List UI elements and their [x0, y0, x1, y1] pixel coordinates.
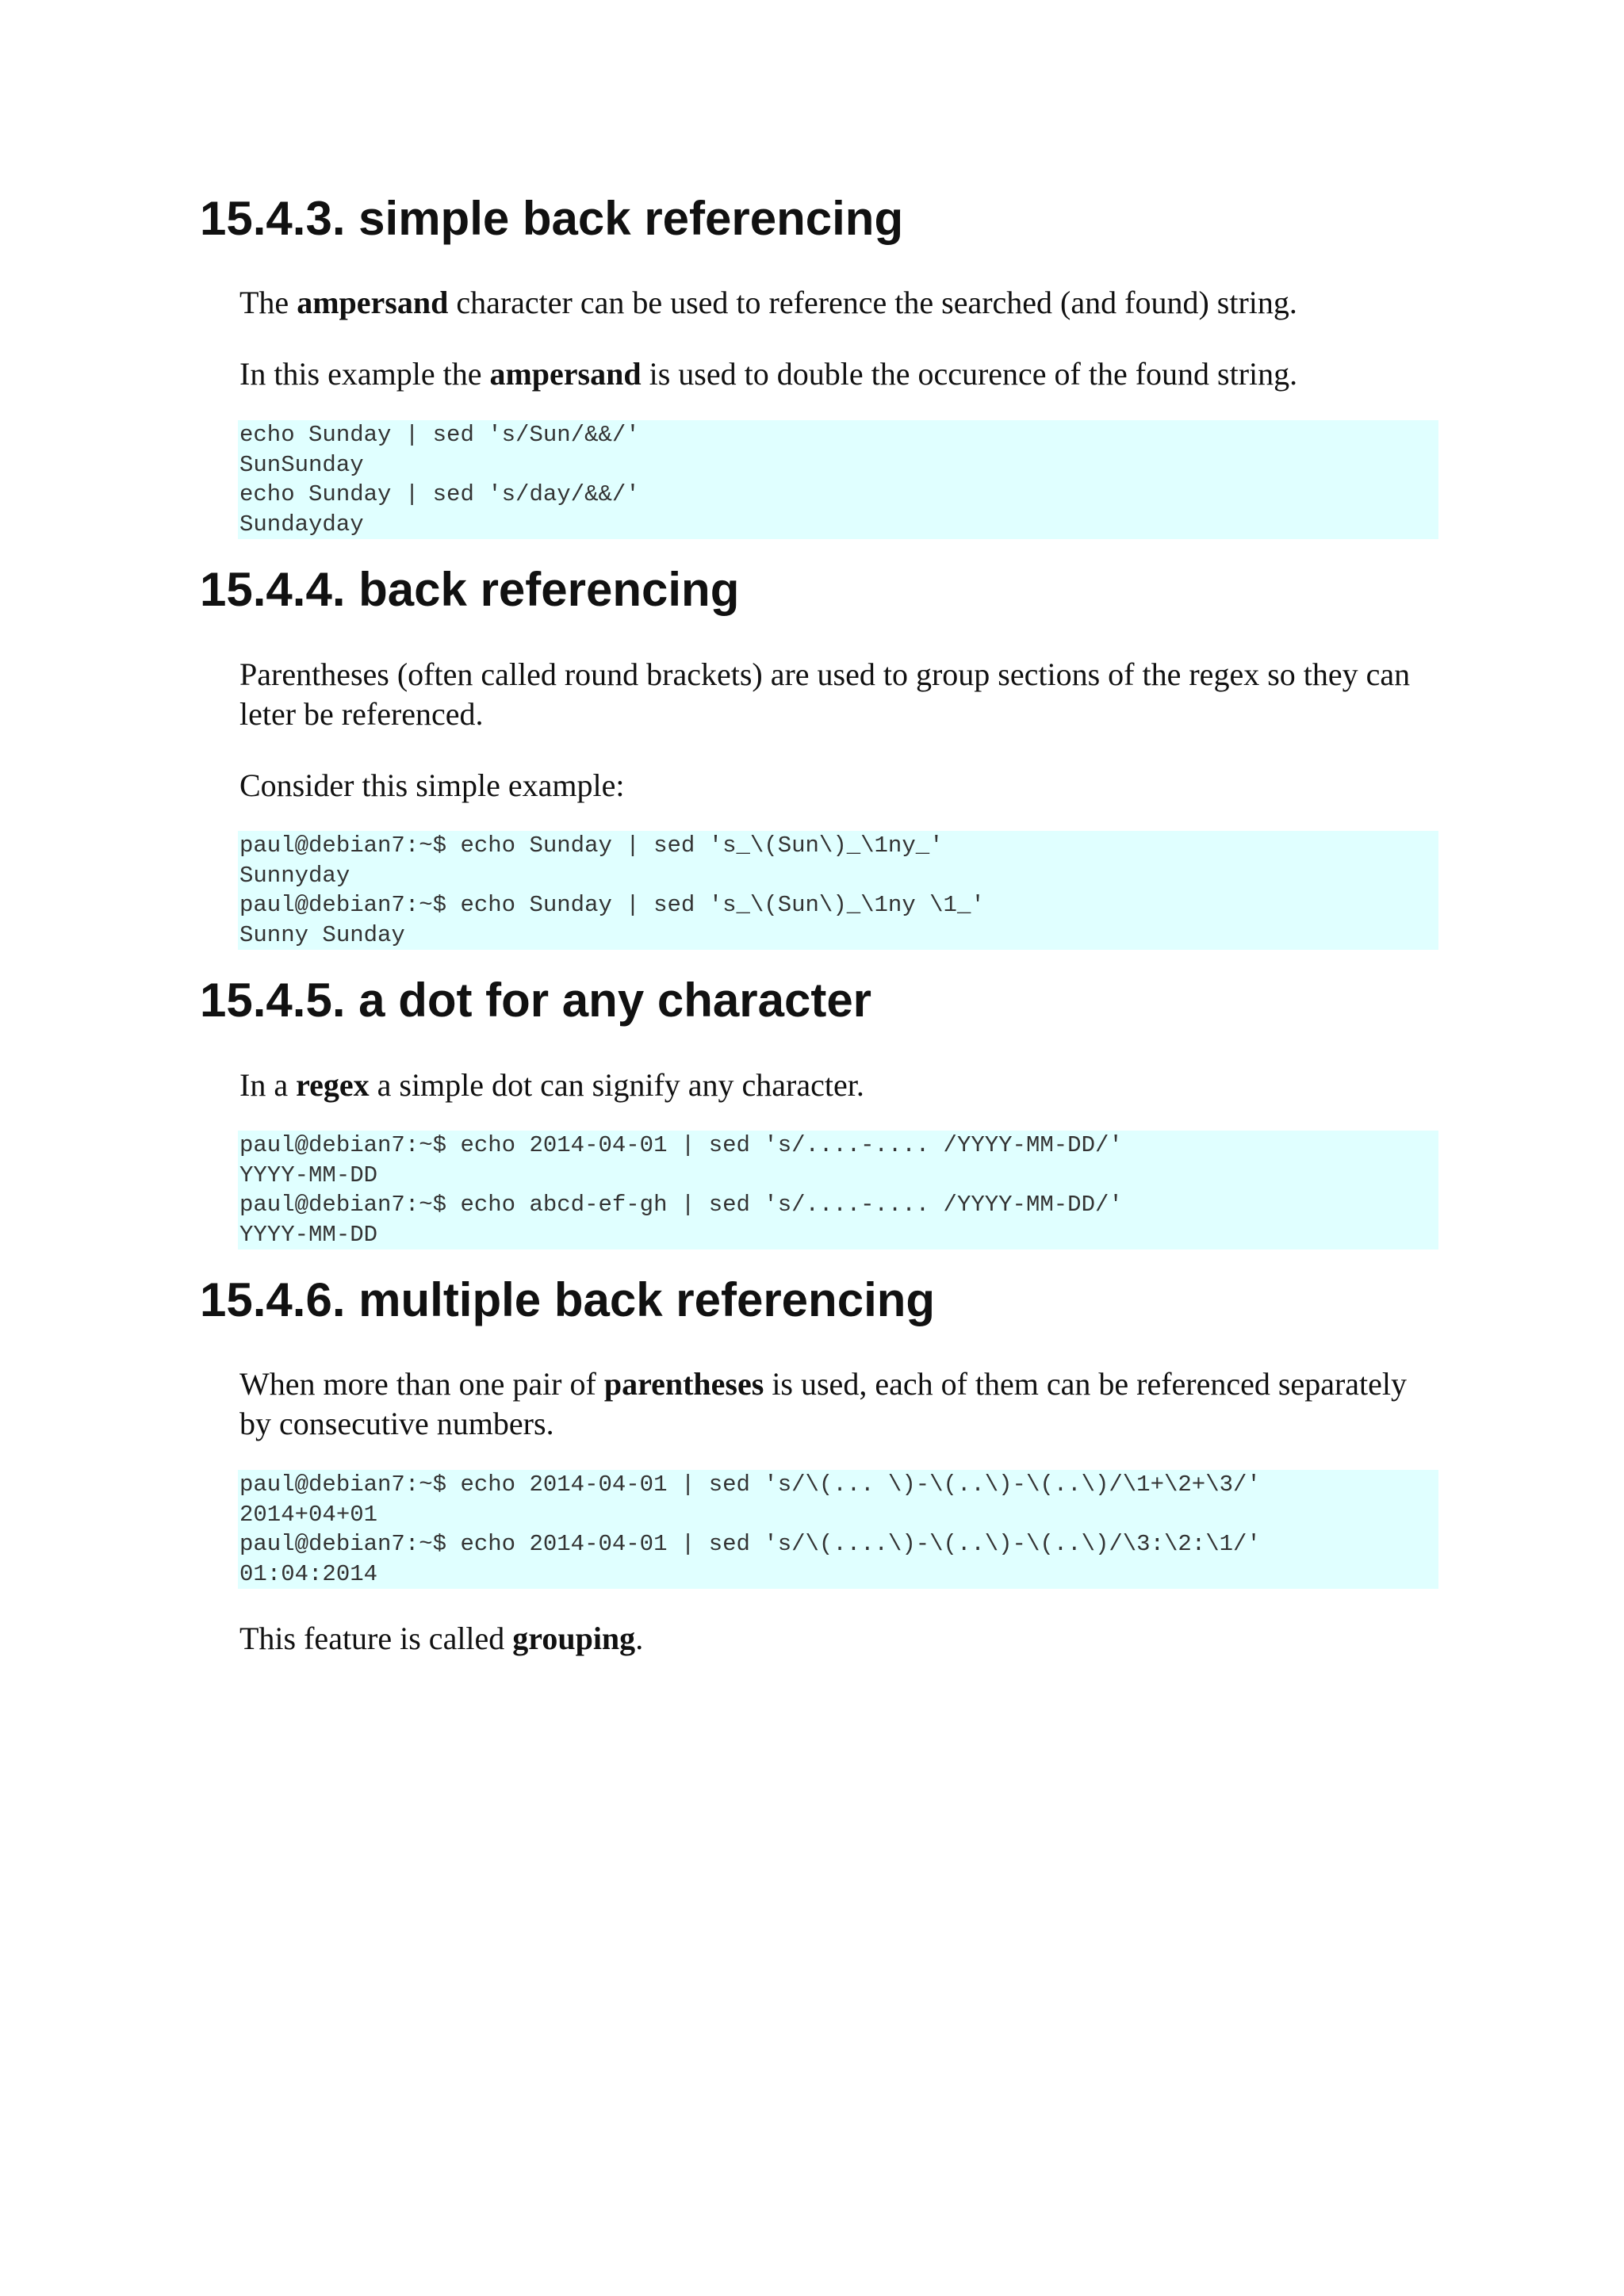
paragraph-ampersand-intro — [239, 283, 1445, 323]
paragraph-simple-example — [239, 766, 1445, 806]
text-run: This feature is called — [239, 1621, 513, 1656]
code-line: echo Sunday | sed 's/Sun/&&/' — [239, 422, 640, 448]
paragraph-grouping — [239, 1619, 1445, 1659]
text-run: The — [239, 285, 297, 320]
code-line: YYYY-MM-DD — [239, 1161, 378, 1188]
paragraph-multiple-parentheses — [239, 1364, 1445, 1444]
code-line: YYYY-MM-DD — [239, 1221, 378, 1248]
section-heading-15-4-5: 15.4.5. a dot for any character — [200, 974, 872, 1027]
code-line: paul@debian7:~$ echo abcd-ef-gh | sed 's/....-.... /YYYY-MM-DD/' — [239, 1192, 1123, 1218]
text-run: Parentheses (often called round brackets) are used to group sections of the regex so they can leter be referenced. — [239, 656, 1411, 732]
bold-term-grouping: grouping — [512, 1621, 636, 1656]
text-run: is used to double the occurence of the found string. — [641, 356, 1298, 392]
text-run: character can be used to reference the searched (and found) string. — [448, 285, 1297, 320]
code-line: 2014+04+01 — [239, 1501, 378, 1528]
section-heading-15-4-6: 15.4.6. multiple back referencing — [200, 1273, 936, 1326]
text-run: . — [635, 1621, 644, 1656]
section-heading-15-4-3: 15.4.3. simple back referencing — [200, 192, 904, 245]
text-run: is used, each of them can be referenced separately by consecutive numbers. — [239, 1366, 1407, 1441]
bold-term-regex: regex — [296, 1067, 370, 1103]
code-line: echo Sunday | sed 's/day/&&/' — [239, 481, 640, 507]
text-run: In this example the — [239, 356, 490, 392]
text-run: a simple dot can signify any character. — [369, 1067, 864, 1103]
code-block-dot — [238, 1131, 1438, 1249]
paragraph-ampersand-example — [239, 354, 1445, 394]
code-line: paul@debian7:~$ echo 2014-04-01 | sed 's/....-.... /YYYY-MM-DD/' — [239, 1132, 1123, 1158]
code-line: Sunnyday — [239, 862, 350, 889]
code-line: 01:04:2014 — [239, 1560, 378, 1587]
code-line: paul@debian7:~$ echo 2014-04-01 | sed 's/\(....\)-\(..\)-\(..\)/\3:\2:\1/' — [239, 1531, 1261, 1557]
code-block-ampersand — [238, 420, 1438, 539]
text-run: In a — [239, 1067, 297, 1103]
code-line: paul@debian7:~$ echo Sunday | sed 's_\(Sun\)_\1ny_' — [239, 832, 944, 859]
code-line: paul@debian7:~$ echo Sunday | sed 's_\(Sun\)_\1ny \1_' — [239, 892, 985, 918]
code-line: SunSunday — [239, 451, 364, 478]
paragraph-parentheses-intro — [239, 655, 1445, 734]
bold-term-ampersand: ampersand — [489, 356, 642, 392]
code-line: Sundayday — [239, 511, 364, 538]
section-heading-15-4-4: 15.4.4. back referencing — [200, 563, 740, 616]
text-run: Consider this simple example: — [239, 767, 625, 803]
code-block-back-referencing — [238, 831, 1438, 950]
code-block-multiple-back-referencing — [238, 1470, 1438, 1589]
bold-term-parentheses: parentheses — [603, 1366, 764, 1402]
code-line: paul@debian7:~$ echo 2014-04-01 | sed 's/\(... \)-\(..\)-\(..\)/\1+\2+\3/' — [239, 1471, 1261, 1498]
paragraph-dot-any-char — [239, 1066, 1445, 1105]
code-line: Sunny Sunday — [239, 921, 405, 948]
bold-term-ampersand: ampersand — [297, 285, 449, 320]
text-run: When more than one pair of — [239, 1366, 604, 1402]
